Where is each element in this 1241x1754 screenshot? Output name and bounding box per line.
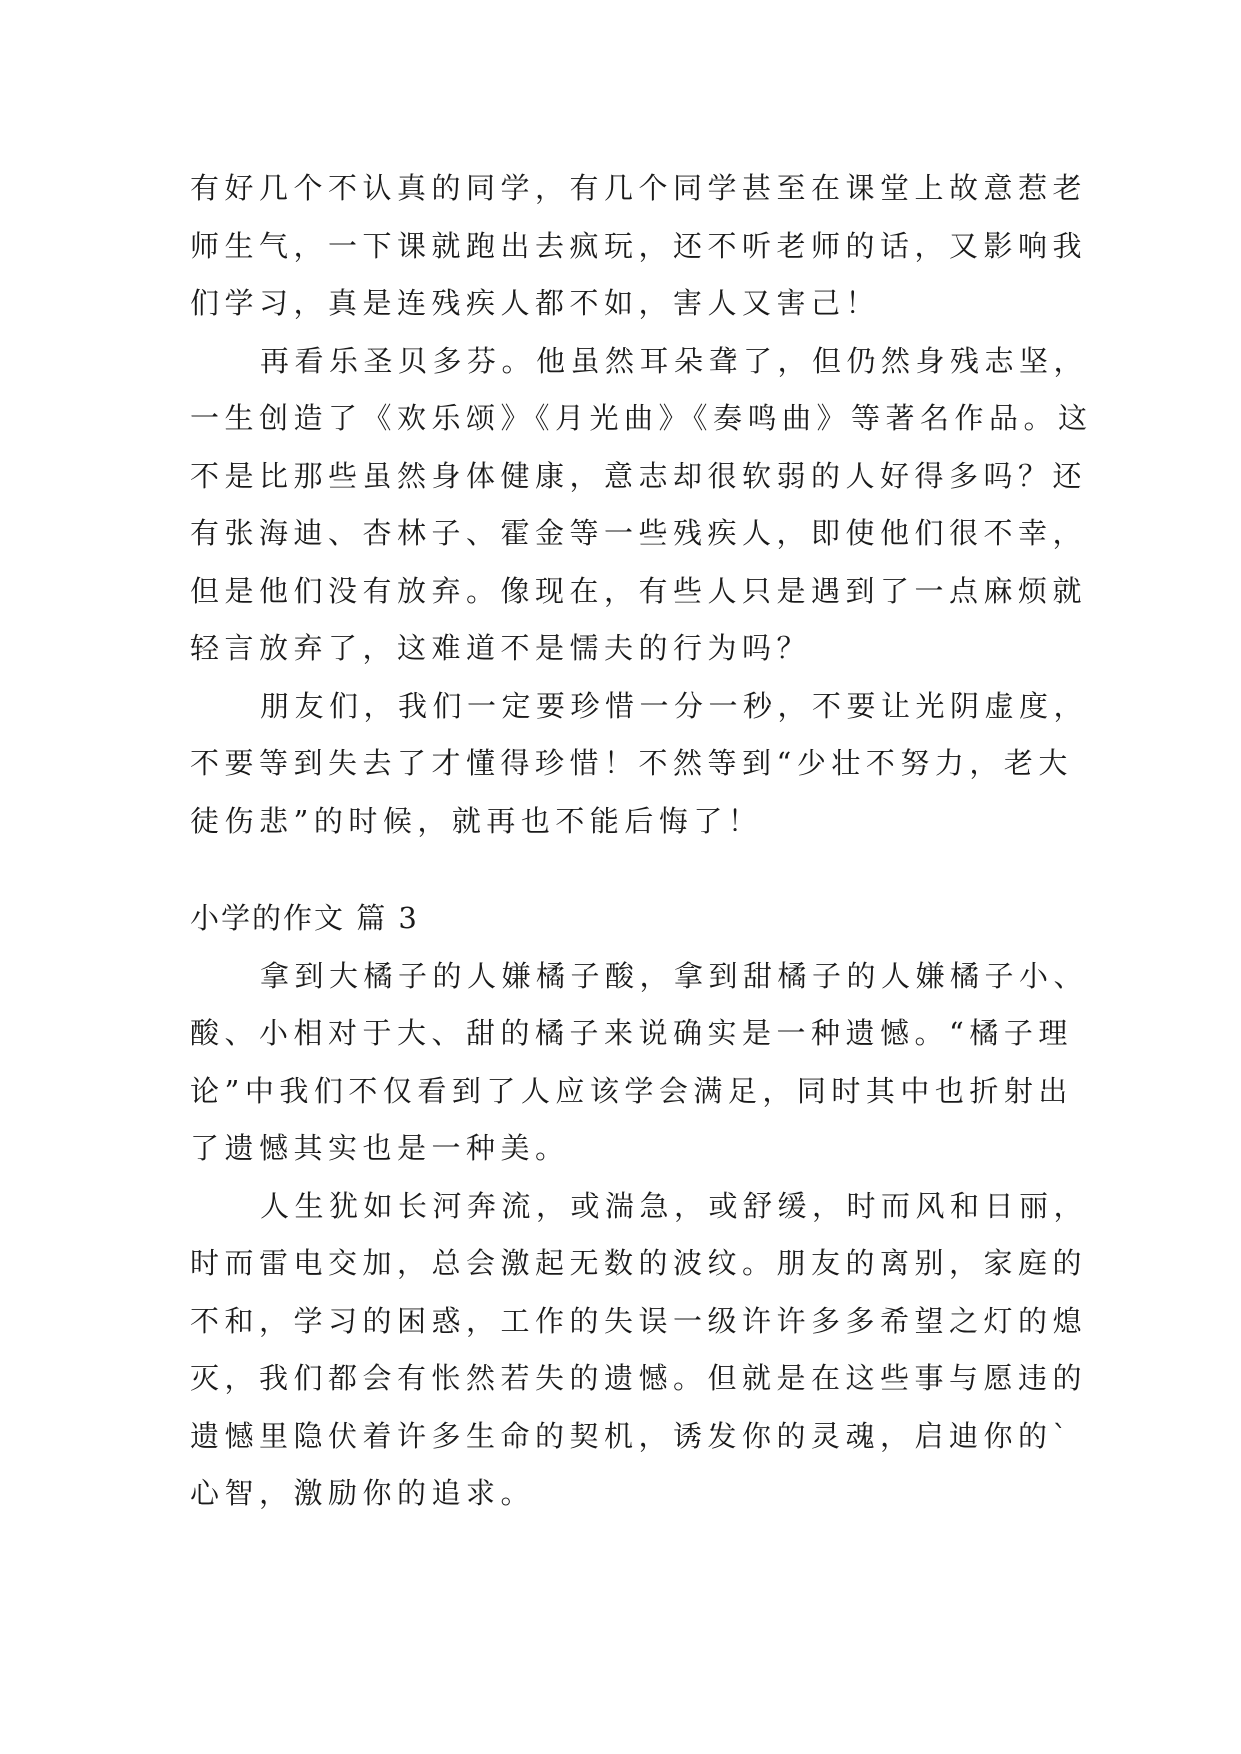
- text-line: 们学习，真是连残疾人都不如，害人又害己！: [190, 286, 881, 320]
- text-line: 不要等到失去了才懂得珍惜！不然等到“少壮不努力，老大: [190, 746, 1073, 780]
- text-line: 轻言放弃了，这难道不是懦夫的行为吗？: [190, 631, 812, 665]
- text-line: 了遗憾其实也是一种美。: [190, 1131, 570, 1165]
- paragraph: [190, 333, 1093, 678]
- text-line: 酸、小相对于大、甜的橘子来说确实是一种遗憾。“橘子理: [190, 1016, 1073, 1050]
- text-line: 人生犹如长河奔流，或湍急，或舒缓，时而风和日丽，: [260, 1188, 1089, 1223]
- text-line: 不是比那些虽然身体健康，意志却很软弱的人好得多吗？还: [190, 458, 1088, 493]
- paragraph: [190, 678, 1089, 851]
- text-line: 有张海迪、杏林子、霍金等一些残疾人，即使他们很不幸，: [190, 516, 1088, 550]
- text-line: 遗憾里隐伏着许多生命的契机，诱发你的灵魂，启迪你的`: [190, 1418, 1073, 1453]
- text-line: 论”中我们不仅看到了人应该学会满足，同时其中也折射出: [190, 1073, 1073, 1108]
- text-line: 有好几个不认真的同学，有几个同学甚至在课堂上故意惹老: [190, 171, 1088, 205]
- text-line: 但是他们没有放弃。像现在，有些人只是遇到了一点麻烦就: [190, 573, 1088, 608]
- document-body: [190, 160, 1093, 1523]
- text-line: 不和，学习的困惑，工作的失误一级许许多多希望之灯的熄: [190, 1303, 1088, 1338]
- text-line: 徒伤悲”的时候，就再也不能后悔了！: [190, 803, 763, 838]
- section-heading: 小学的作文 篇 3: [190, 901, 419, 935]
- text-line: 时而雷电交加，总会激起无数的波纹。朋友的离别，家庭的: [190, 1246, 1088, 1280]
- text-line: 拿到大橘子的人嫌橘子酸，拿到甜橘子的人嫌橘子小、: [260, 958, 1089, 993]
- text-line: 一生创造了《欢乐颂》《月光曲》《奏鸣曲》等著名作品。这: [190, 401, 1093, 435]
- text-line: 朋友们，我们一定要珍惜一分一秒，不要让光阴虚度，: [260, 688, 1089, 723]
- paragraph: [190, 160, 1088, 333]
- paragraph: [190, 1178, 1089, 1523]
- section-spacer: [190, 850, 1060, 890]
- text-line: 心智，激励你的追求。: [190, 1476, 536, 1510]
- paragraph: [190, 948, 1089, 1178]
- text-line: 师生气，一下课就跑出去疯玩，还不听老师的话，又影响我: [190, 228, 1088, 263]
- text-line: 灭，我们都会有怅然若失的遗憾。但就是在这些事与愿违的: [190, 1361, 1088, 1395]
- text-line: 再看乐圣贝多芬。他虽然耳朵聋了，但仍然身残志坚，: [260, 343, 1089, 378]
